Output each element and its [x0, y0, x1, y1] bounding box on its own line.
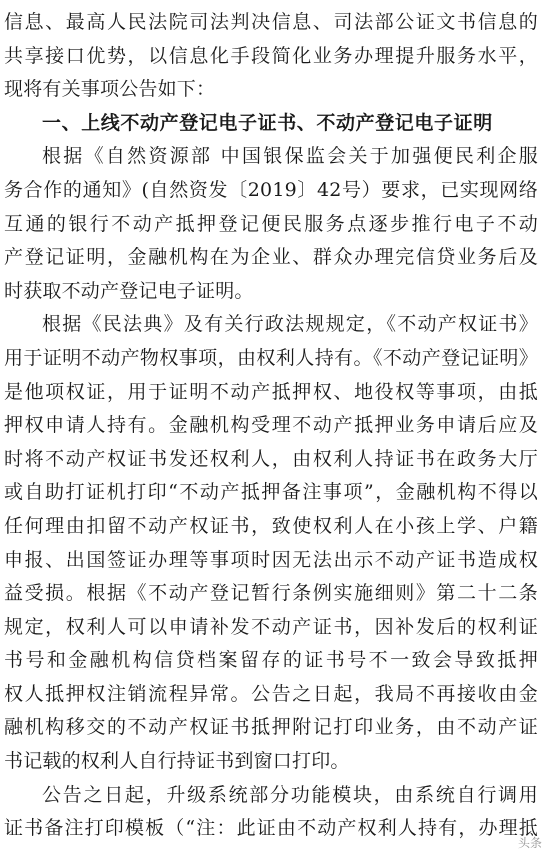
text-line: 用于证明不动产物权事项，由权利人持有。《不动产登记证明》: [4, 346, 538, 369]
text-line: 融机构移交的不动产权证书抵押附记打印业务，由不动产证: [4, 716, 538, 739]
text-line: 益受损。根据《不动产登记暂行条例实施细则》第二十二条: [4, 582, 538, 605]
text-line: 产登记证明，金融机构在为企业、群众办理完信贷业务后及: [4, 246, 538, 269]
text-line: 书号和金融机构信贷档案留存的证书号不一致会导致抵押: [4, 649, 538, 672]
text-line: 时将不动产权证书发还权利人，由权利人持证书在政务大厅: [4, 447, 538, 470]
document-body: [4, 6, 538, 846]
text-line: 务合作的通知》(自然资发〔2019〕42号）要求，已实现网络: [4, 178, 538, 201]
text-line: 证书备注打印模板（“注：此证由不动产权利人持有，办理抵: [4, 817, 538, 840]
text-line: 根据《民法典》及有关行政法规规定，《不动产权证书》: [42, 313, 538, 336]
text-line: 根据《自然资源部 中国银保监会关于加强便民利企服: [42, 145, 538, 168]
text-line: 或自助打证机打印“不动产抵押备注事项”，金融机构不得以: [4, 481, 538, 504]
watermark-logo: 头条: [517, 836, 542, 850]
text-line: 书记载的权利人自行持证书到窗口打印。: [4, 750, 350, 773]
text-line: 任何理由扣留不动产权证书，致使权利人在小孩上学、户籍: [4, 514, 538, 537]
text-line: 规定，权利人可以申请补发不动产证书，因补发后的权利证: [4, 615, 538, 638]
text-line: 信息、最高人民法院司法判决信息、司法部公证文书信息的: [4, 11, 538, 33]
text-line: 权人抵押权注销流程异常。公告之日起，我局不再接收由金: [4, 682, 538, 705]
text-line: 时获取不动产登记电子证明。: [4, 279, 254, 302]
text-line: 共享接口优势，以信息化手段简化业务办理提升服务水平，: [4, 44, 538, 67]
text-line: 申报、出国签证办理等事项时因无法出示不动产证书造成权: [4, 548, 538, 571]
text-line: 现将有关事项公告如下：: [4, 78, 216, 101]
section-heading: 一、上线不动产登记电子证书、不动产登记电子证明: [42, 111, 493, 134]
text-line: 互通的银行不动产抵押登记便民服务点逐步推行电子不动: [4, 212, 538, 235]
text-line: 公告之日起，升级系统部分功能模块，由系统自行调用: [42, 783, 538, 806]
text-line: 押权申请人持有。金融机构受理不动产抵押业务申请后应及: [4, 414, 538, 437]
text-line: 是他项权证，用于证明不动产抵押权、地役权等事项，由抵: [4, 380, 538, 403]
